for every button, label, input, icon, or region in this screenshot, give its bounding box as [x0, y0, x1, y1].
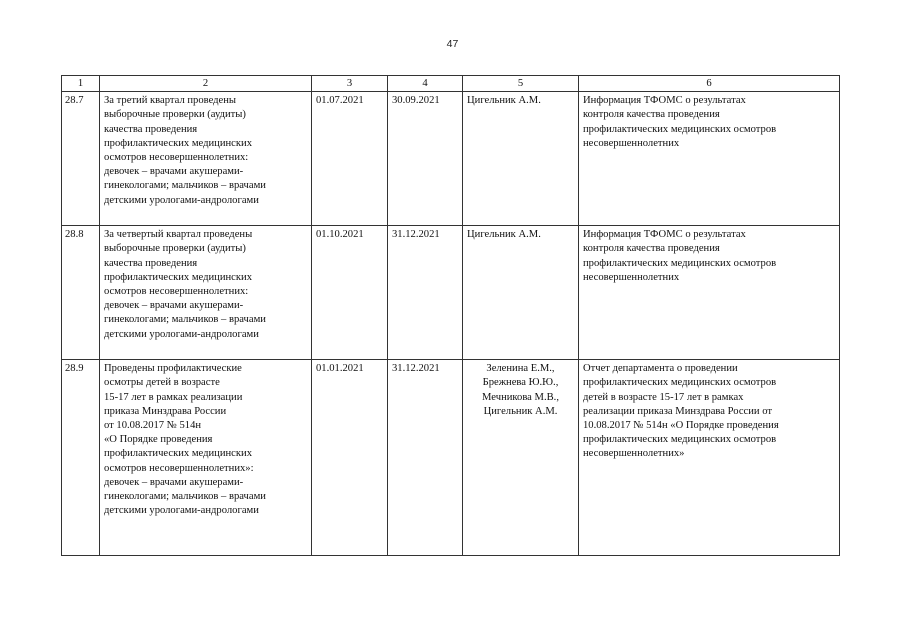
column-header: 5 — [463, 76, 579, 92]
item-number: 28.8 — [62, 226, 100, 360]
action-description: За третий квартал проведены выборочные проверки (аудиты) качества проведения профилактических медицинских осмотров несовершеннолетних: девочек – врачами акушерами- гинекологами; мальчиков – врачами детскими урологами-андрологами — [100, 92, 312, 226]
column-header: 3 — [312, 76, 388, 92]
end-date: 31.12.2021 — [388, 360, 463, 556]
item-number: 28.7 — [62, 92, 100, 226]
result-description: Отчет департамента о проведении профилактических медицинских осмотров детей в возрасте 15-17 лет в рамках реализации приказа Минздрава России от 10.08.2017 № 514н «О Порядке проведения профилактических медицинских осмотров несовершеннолетних» — [579, 360, 840, 556]
action-description: За четвертый квартал проведены выборочные проверки (аудиты) качества проведения профилактических медицинских осмотров несовершеннолетних: девочек – врачами акушерами- гинекологами; мальчиков – врачами детскими урологами-андрологами — [100, 226, 312, 360]
end-date: 30.09.2021 — [388, 92, 463, 226]
start-date: 01.10.2021 — [312, 226, 388, 360]
table-row — [62, 360, 840, 556]
page-number: 47 — [446, 38, 459, 50]
column-header: 4 — [388, 76, 463, 92]
table-row — [62, 92, 840, 226]
start-date: 01.01.2021 — [312, 360, 388, 556]
result-description: Информация ТФОМС о результатах контроля качества проведения профилактических медицинских осмотров несовершеннолетних — [579, 226, 840, 360]
column-header: 1 — [62, 76, 100, 92]
column-header: 2 — [100, 76, 312, 92]
executor: Зеленина Е.М., Брежнева Ю.Ю., Мечникова М.В., Цигельник А.М. — [463, 360, 579, 556]
start-date: 01.07.2021 — [312, 92, 388, 226]
end-date: 31.12.2021 — [388, 226, 463, 360]
item-number: 28.9 — [62, 360, 100, 556]
table-header-row — [62, 76, 840, 92]
table-row — [62, 226, 840, 360]
executor: Цигельник А.М. — [463, 92, 579, 226]
result-description: Информация ТФОМС о результатах контроля качества проведения профилактических медицинских осмотров несовершеннолетних — [579, 92, 840, 226]
plan-table — [61, 75, 840, 556]
executor: Цигельник А.М. — [463, 226, 579, 360]
column-header: 6 — [579, 76, 840, 92]
action-description: Проведены профилактические осмотры детей в возрасте 15-17 лет в рамках реализации приказа Минздрава России от 10.08.2017 № 514н «О Порядке проведения профилактических медицинских осмотров несовершеннолетних»: девочек – врачами акушерами- гинекологами; мальчиков – врачами детскими урологами-андрологами — [100, 360, 312, 556]
